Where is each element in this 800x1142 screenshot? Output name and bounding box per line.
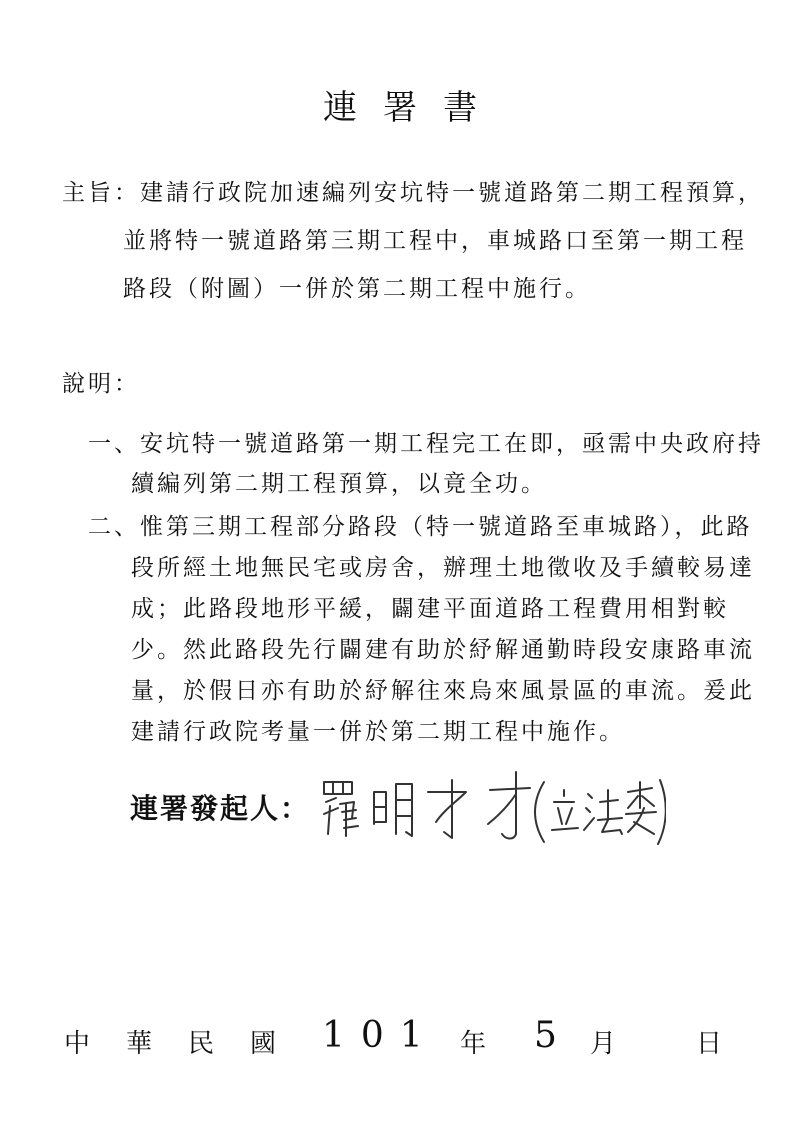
subject-line: 路段（附圖）一併於第二期工程中施行。 xyxy=(123,276,591,302)
item-marker: 二、 xyxy=(88,514,140,540)
date-month: 5 xyxy=(534,1015,557,1056)
subject-line: 建請行政院加速編列安坑特一號道路第二期工程預算， xyxy=(140,180,764,206)
date-year: 101 xyxy=(322,1015,439,1056)
handwritten-signature xyxy=(316,762,666,852)
item-line: 安坑特一號道路第一期工程完工在即，亟需中央政府持 xyxy=(140,431,764,457)
item-line: 惟第三期工程部分路段（特一號道路至車城路），此路 xyxy=(140,514,753,540)
date-era-char: 國 xyxy=(250,1029,277,1059)
date-line xyxy=(0,1015,800,1065)
subject-line: 並將特一號道路第三期工程中，車城路口至第一期工程 xyxy=(123,228,747,254)
explanation-label: 說明： xyxy=(62,371,140,397)
explanation-item-1-first-line xyxy=(88,425,764,458)
item-line: 建請行政院考量一併於第二期工程中施作。 xyxy=(131,719,625,745)
date-year-unit: 年 xyxy=(460,1029,487,1059)
subject-first-line xyxy=(62,174,764,207)
date-era-char: 民 xyxy=(188,1029,215,1059)
item-line: 少。然此路段先行闢建有助於紓解通勤時段安康路車流 xyxy=(131,637,755,663)
date-era-char: 中 xyxy=(64,1029,91,1059)
date-era-char: 華 xyxy=(126,1029,153,1059)
item-marker: 一、 xyxy=(88,431,140,457)
document-title: 連署書 xyxy=(323,88,503,128)
explanation-item-2-first-line xyxy=(88,508,753,541)
subject-label: 主旨： xyxy=(62,180,140,206)
date-day-unit: 日 xyxy=(696,1029,723,1059)
date-month-unit: 月 xyxy=(590,1029,617,1059)
item-line: 成；此路段地形平緩，闢建平面道路工程費用相對較 xyxy=(131,596,729,622)
item-line: 段所經土地無民宅或房舍，辦理土地徵收及手續較易達 xyxy=(131,555,755,581)
initiator-label: 連署發起人： xyxy=(130,792,311,825)
item-line: 續編列第二期工程預算，以竟全功。 xyxy=(131,471,547,497)
item-line: 量，於假日亦有助於紓解往來烏來風景區的車流。爰此 xyxy=(131,678,755,704)
